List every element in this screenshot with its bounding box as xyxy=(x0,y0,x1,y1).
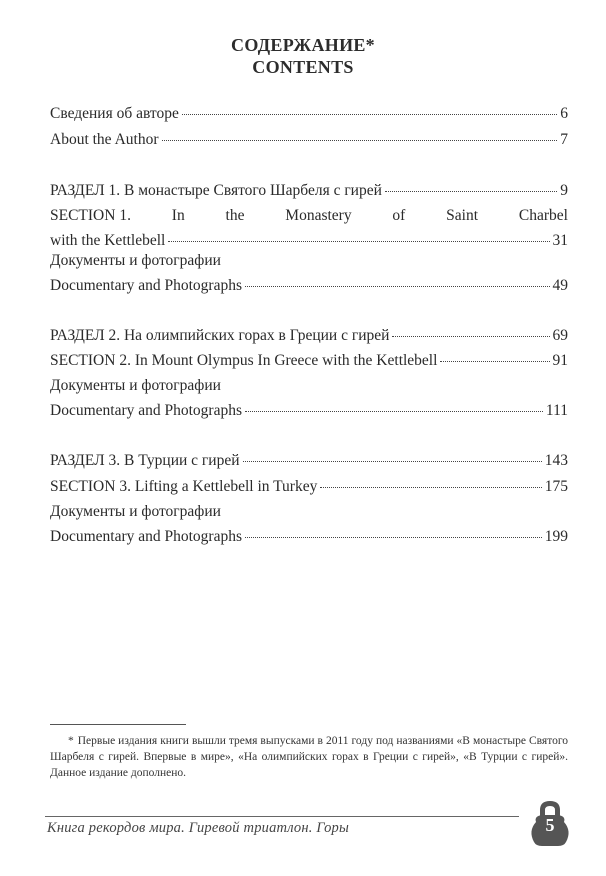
toc-page-number: 69 xyxy=(552,327,568,344)
leader-dots xyxy=(245,286,550,287)
footer-divider xyxy=(45,816,519,817)
leader-dots xyxy=(245,411,543,412)
toc-entry-section3-docs[interactable] xyxy=(50,502,568,546)
toc-entry-section2-en[interactable] xyxy=(50,351,568,370)
toc-label-line2: with the Kettlebell xyxy=(50,232,166,249)
leader-dots xyxy=(168,241,549,242)
toc-label: Документы и фотографии xyxy=(50,503,221,520)
toc-entry-about-ru[interactable] xyxy=(50,104,568,123)
toc-entry-section1-en[interactable] xyxy=(50,206,568,250)
footnote-text: Первые издания книги вышли тремя выпусками в 2011 году под названиями «В монастыре Святого Шарбеля с гирей. Впервые в мире», «На олимпийских горах в Греции с гирей», «В Турции с гирей». Данное издание дополнено. xyxy=(50,735,568,779)
toc-label: РАЗДЕЛ 3. В Турции с гирей xyxy=(50,452,240,469)
toc-label: Documentary and Photographs xyxy=(50,528,242,545)
leader-dots xyxy=(245,537,542,538)
toc-page-number: 199 xyxy=(544,528,568,545)
toc-page-number: 9 xyxy=(560,182,568,199)
toc-label: Документы и фотографии xyxy=(50,377,221,394)
toc-page-number: 91 xyxy=(552,352,568,369)
toc-entry-section3-en[interactable] xyxy=(50,477,568,496)
toc-label: Documentary and Photographs xyxy=(50,277,242,294)
toc-label: Документы и фотографии xyxy=(50,252,221,269)
toc-label: РАЗДЕЛ 2. На олимпийских горах в Греции с гирей xyxy=(50,327,390,344)
toc-entry-section3-ru[interactable] xyxy=(50,451,568,470)
leader-dots xyxy=(182,114,557,115)
footnote-divider xyxy=(50,724,186,725)
leader-dots xyxy=(320,487,541,488)
toc-page-number: 49 xyxy=(552,277,568,294)
leader-dots xyxy=(162,140,558,141)
leader-dots xyxy=(440,361,549,362)
leader-dots xyxy=(392,336,549,337)
toc-page-number: 7 xyxy=(560,131,568,148)
toc-entry-section2-docs[interactable] xyxy=(50,376,568,420)
contents-title-ru: СОДЕРЖАНИЕ* xyxy=(231,35,375,55)
toc-entry-section1-ru[interactable] xyxy=(50,181,568,200)
footnote-marker: * xyxy=(68,735,74,747)
page-number: 5 xyxy=(545,815,555,835)
toc-label-line1: SECTION 1. In the Monastery of Saint Charbel xyxy=(50,207,568,224)
contents-title-en: CONTENTS xyxy=(252,57,354,77)
toc-label: Documentary and Photographs xyxy=(50,402,242,419)
toc-label: SECTION 2. In Mount Olympus In Greece with the Kettlebell xyxy=(50,352,438,369)
toc-label: РАЗДЕЛ 1. В монастыре Святого Шарбеля с гирей xyxy=(50,182,382,199)
toc-label: About the Author xyxy=(50,131,159,148)
toc-entry-section2-ru[interactable] xyxy=(50,326,568,345)
toc-entry-section1-docs[interactable] xyxy=(50,251,568,295)
toc-label: SECTION 3. Lifting a Kettlebell in Turkey xyxy=(50,478,318,495)
toc-page-number: 6 xyxy=(560,105,568,122)
leader-dots xyxy=(385,191,557,192)
toc-page-number: 111 xyxy=(545,402,568,419)
footnote xyxy=(50,733,568,781)
toc-page-number: 143 xyxy=(544,452,568,469)
toc-label: Сведения об авторе xyxy=(50,105,179,122)
leader-dots xyxy=(243,461,542,462)
toc-page-number: 175 xyxy=(544,478,568,495)
toc-entry-about-en[interactable] xyxy=(50,130,568,149)
toc-page-number: 31 xyxy=(552,232,568,249)
running-title: Книга рекордов мира. Гиревой триатлон. Горы xyxy=(47,820,350,836)
